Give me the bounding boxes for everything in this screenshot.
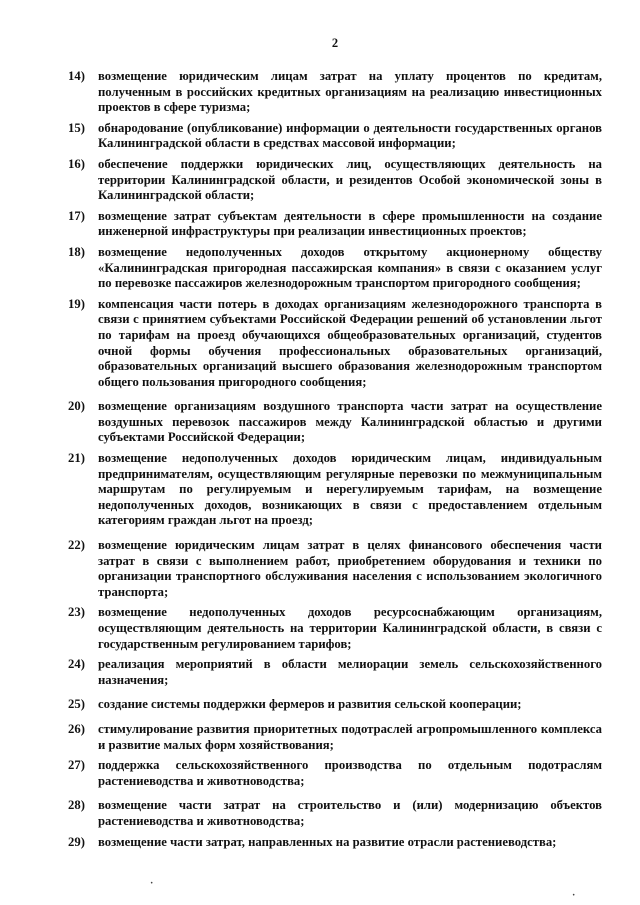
list-item: [68, 605, 602, 652]
list-item-text: поддержка сельскохозяйственного производства по отдельным подотраслям растениеводства и животноводства;: [98, 758, 602, 788]
list-item-number: 17): [68, 208, 85, 223]
list-item-text: возмещение затрат субъектам деятельности в сфере промышленности на создание инженерной инфраструктуры при реализации инвестиционных проектов;: [98, 208, 602, 239]
list-item: [68, 157, 602, 204]
list-item: [68, 697, 602, 713]
list-item-number: 27): [68, 758, 85, 773]
list-item-number: 24): [68, 657, 85, 672]
list-item-text: возмещение недополученных доходов открытому акционерному обществу «Калининградская пригородная пассажирская компания» в связи с оказанием услуг по перевозке пассажиров железнодорожным транспортом пригородного сообщения;: [98, 244, 602, 291]
page-number: 2: [331, 36, 339, 50]
list-item-text: возмещение организациям воздушного транспорта части затрат на осуществление воздушных перевозок пассажиров между Калининградской областью и другими субъектами Российской Федерации;: [98, 399, 602, 445]
list-item: [68, 451, 602, 529]
list-item: [68, 121, 602, 152]
list-item: [68, 722, 602, 753]
list-item-text: компенсация части потерь в доходах организациям железнодорожного транспорта в связи с принятием субъектами Российской Федерации решений об установлении льгот по тарифам на проезд обучающихся общеобразовательных организаций, студентов очной формы обучения профессиональных образовательных организаций, образовательных организаций высшего образования железнодорожным транспортом общего пользования пригородного сообщения;: [98, 296, 602, 389]
list-item-text: возмещение юридическим лицам затрат на уплату процентов по кредитам, полученным в российских кредитных организациям на реализацию инвестиционных проектов в сфере туризма;: [98, 69, 602, 115]
list-item: [68, 798, 602, 829]
list-item-text: обнародование (опубликование) информации о деятельности государственных органов Калининградской области в средствах массовой информации;: [98, 120, 602, 151]
list-item-number: 26): [68, 721, 85, 736]
list-item-number: 22): [68, 538, 85, 553]
numbered-list: [68, 69, 602, 850]
list-item: [68, 245, 602, 292]
list-item-number: 18): [68, 244, 85, 259]
scan-speck: ·: [150, 878, 154, 889]
list-item: [68, 835, 602, 851]
list-item-number: 21): [68, 451, 85, 466]
list-item-text: возмещение юридическим лицам затрат в целях финансового обеспечения части затрат в связи с выполнением работ, приобретением оборудования и техники по организации транспортного обслуживания населения с использованием экологичного транспорта;: [98, 538, 602, 599]
list-item-text: стимулирование развития приоритетных подотраслей агропромышленного комплекса и развитие малых форм хозяйствования;: [98, 721, 602, 752]
list-item-number: 23): [68, 605, 85, 620]
list-item-text: возмещение недополученных доходов юридическим лицам, индивидуальным предпринимателям, осуществляющим регулярные перевозки по межмуниципальным маршрутам по регулируемым и нерегулируемым тарифам, на возмещение недополученных доходов, возникающих в связи с предоставлением отдельным категориям граждан льгот на проезд;: [98, 451, 602, 528]
list-item-number: 14): [68, 69, 85, 83]
list-item-number: 16): [68, 156, 85, 171]
list-item-number: 25): [68, 697, 85, 712]
list-item: [68, 538, 602, 600]
list-item-text: реализация мероприятий в области мелиорации земель сельскохозяйственного назначения;: [98, 657, 602, 687]
list-item: [68, 657, 602, 688]
list-item: [68, 209, 602, 240]
list-item: [68, 297, 602, 391]
list-item-text: возмещение недополученных доходов ресурсоснабжающим организациям, осуществляющим деятельность на территории Калининградской области, в связи с государственным регулированием тарифов;: [98, 605, 602, 651]
list-item-number: 29): [68, 834, 85, 849]
list-item-text: возмещение части затрат на строительство и (или) модернизацию объектов растениеводства и животноводства;: [98, 798, 602, 828]
list-item-number: 15): [68, 120, 85, 135]
list-item-number: 28): [68, 798, 85, 813]
list-item-text: возмещение части затрат, направленных на развитие отрасли растениеводства;: [98, 834, 557, 849]
list-item-text: создание системы поддержки фермеров и развития сельской кооперации;: [98, 697, 522, 712]
scan-speck: ·: [572, 890, 576, 901]
list-item-number: 20): [68, 399, 85, 414]
list-item-text: обеспечение поддержки юридических лиц, осуществляющих деятельность на территории Калининградской области, и резидентов Особой экономической зоны в Калининградской области;: [98, 156, 602, 203]
list-item-number: 19): [68, 296, 85, 311]
list-item: [68, 758, 602, 789]
list-item: [68, 69, 602, 116]
list-item: [68, 399, 602, 446]
